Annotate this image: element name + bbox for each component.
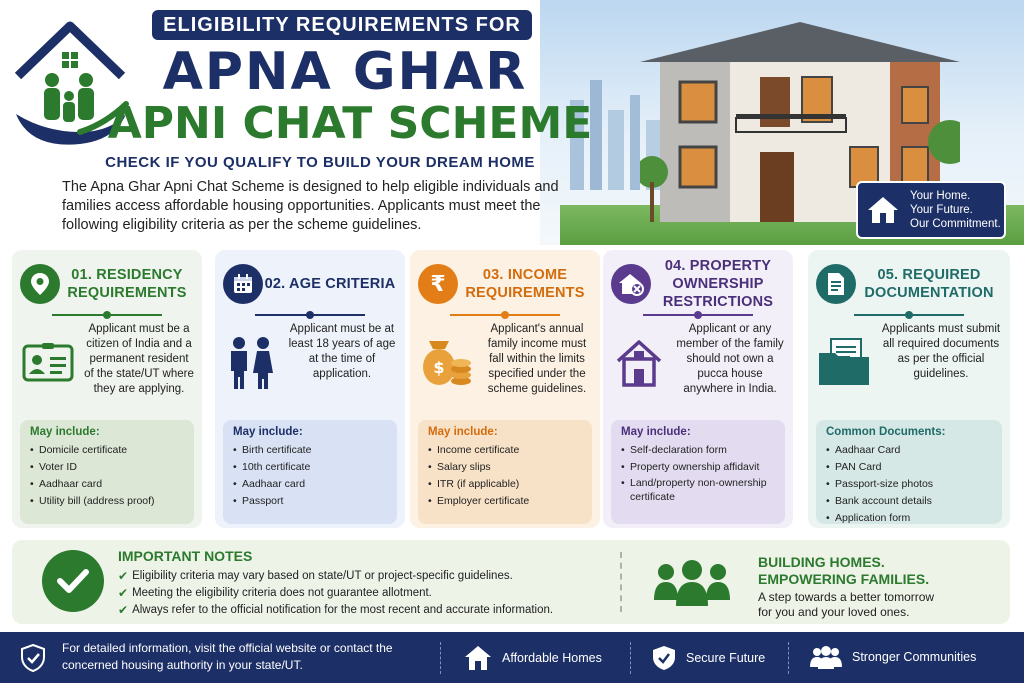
card-title: 01. RESIDENCY REQUIREMENTS [67, 267, 187, 301]
list-item: • Bank account details [826, 493, 992, 510]
may-include-title: May include: [428, 426, 498, 438]
tick-icon: ✔ [118, 586, 129, 600]
common-documents-box [816, 420, 1002, 524]
shield-check-icon [20, 644, 46, 672]
card-documentation [808, 250, 1010, 528]
list-item: • Birth certificate [233, 442, 387, 459]
list-item: • Aadhaar Card [826, 442, 992, 459]
card-title: 03. INCOME REQUIREMENTS [465, 267, 585, 301]
footer-item-label: Affordable Homes [502, 651, 602, 665]
badge-line-3: Our Commitment. [910, 218, 1001, 230]
community-icon [810, 645, 842, 669]
tagline: CHECK IF YOU QUALIFY TO BUILD YOUR DREAM HOME [105, 154, 535, 171]
card-residency [12, 250, 202, 528]
card-income [410, 250, 600, 528]
card-description: Applicant or any member of the family should not own a pucca house anywhere in India. [676, 323, 784, 395]
commitment-badge [856, 181, 1006, 239]
building-homes-line2: EMPOWERING FAMILIES. [758, 571, 930, 587]
list-item: • Voter ID [30, 459, 184, 476]
list-item: • Passport-size photos [826, 476, 992, 493]
list-item: • Income certificate [428, 442, 582, 459]
tick-icon: ✔ [118, 569, 129, 583]
list-item: • Self-declaration form [621, 442, 775, 459]
list-item: • Application form [826, 510, 992, 527]
list-item: • Property ownership affidavit [621, 459, 775, 476]
notes-title: IMPORTANT NOTES [118, 548, 253, 564]
footer-info-text: For detailed information, visit the official website or contact the concerned housing authority in your state/UT. [62, 641, 393, 672]
list-item: • Salary slips [428, 459, 582, 476]
note-text: Eligibility criteria may vary based on state/UT or project-specific guidelines. [132, 570, 513, 582]
scheme-title-line1: APNA GHAR [162, 42, 528, 102]
list-item: • Land/property non-ownership certificate [621, 476, 775, 504]
note-item [118, 585, 553, 602]
badge-line-1: Your Home. [910, 190, 971, 202]
list-item: • ITR (if applicable) [428, 476, 582, 493]
card-description: Applicants must submit all required documents as per the official guidelines. [881, 323, 1001, 380]
id-card-icon [20, 332, 76, 392]
card-title: 02. AGE CRITERIA [264, 276, 396, 292]
eligibility-pill-heading: ELIGIBILITY REQUIREMENTS FOR [152, 10, 532, 40]
note-item [118, 602, 553, 619]
checkmark-icon [42, 550, 104, 612]
note-text: Always refer to the official notification for the most recent and accurate information. [132, 604, 554, 616]
building-homes-subtext [758, 590, 934, 620]
card-title: 05. REQUIRED DOCUMENTATION [864, 267, 994, 301]
footer-item-label: Secure Future [686, 651, 766, 665]
note-text: Meeting the eligibility criteria does not guarantee allotment. [132, 587, 432, 599]
card-age [215, 250, 405, 528]
footer-divider [440, 642, 441, 674]
card-title: 04. PROPERTY OWNERSHIP RESTRICTIONS [662, 258, 774, 310]
list-item: • Domicile certificate [30, 442, 184, 459]
notes-divider [620, 552, 622, 612]
shield-check-icon [652, 645, 676, 671]
may-include-title: May include: [30, 426, 100, 438]
folder-icon [816, 332, 872, 392]
house-outline-icon [611, 332, 667, 392]
card-divider [854, 314, 964, 316]
list-item: • Passport [233, 493, 387, 510]
may-include-title: May include: [233, 426, 303, 438]
scheme-title-line2: APNI CHAT SCHEME [107, 98, 593, 149]
house-icon [464, 645, 492, 671]
footer-divider [788, 642, 789, 674]
money-bag-icon [418, 332, 474, 392]
footer-item-affordable-homes [464, 645, 602, 671]
card-description: Applicant must be at least 18 years of age at the time of application. [288, 323, 396, 380]
house-cross-icon [611, 264, 651, 304]
card-divider [450, 314, 560, 316]
footer-item-label: Stronger Communities [852, 650, 977, 664]
list-item: • PAN Card [826, 459, 992, 476]
footer-divider [630, 642, 631, 674]
intro-paragraph: The Apna Ghar Apni Chat Scheme is designed to help eligible individuals and families access affordable housing opportunities. Applicants must meet the following eligibility criteria as per the scheme guidelines. [62, 179, 559, 233]
building-homes-heading [758, 554, 929, 588]
list-item: • Aadhaar card [233, 476, 387, 493]
list-item: • Utility bill (address proof) [30, 493, 184, 510]
adults-icon [223, 332, 279, 392]
building-sub-line2: for you and your loved ones. [758, 605, 910, 619]
house-icon [866, 195, 900, 225]
rupee-icon: ₹ [418, 264, 458, 304]
card-divider [643, 314, 753, 316]
card-description: Applicant must be a citizen of India and a permanent resident of the state/UT where they are applying. [84, 323, 194, 395]
may-include-box [611, 420, 785, 524]
may-include-box [20, 420, 194, 524]
important-notes-panel [12, 540, 1010, 624]
card-divider [255, 314, 365, 316]
badge-line-2: Your Future. [910, 204, 973, 216]
footer-bar [0, 632, 1024, 683]
card-divider [52, 314, 162, 316]
may-include-title: May include: [621, 426, 691, 438]
list-item: • Aadhaar card [30, 476, 184, 493]
may-include-box [223, 420, 397, 524]
note-item [118, 568, 553, 585]
building-sub-line1: A step towards a better tomorrow [758, 590, 935, 604]
may-include-box [418, 420, 592, 524]
calendar-icon [223, 264, 263, 304]
list-item: • Employer certificate [428, 493, 582, 510]
card-property [603, 250, 793, 528]
building-homes-line1: BUILDING HOMES. [758, 554, 885, 570]
footer-item-secure-future [652, 645, 765, 671]
tick-icon: ✔ [118, 603, 129, 617]
svg-text:$: $ [433, 358, 445, 377]
location-pin-icon [20, 264, 60, 304]
card-description: Applicant's annual family income must fall within the limits specified under the scheme guidelines. [487, 323, 587, 395]
common-documents-title: Common Documents: [826, 426, 946, 438]
footer-item-stronger-communities [810, 645, 976, 669]
community-people-icon [652, 558, 732, 608]
document-icon [816, 264, 856, 304]
list-item: • 10th certificate [233, 459, 387, 476]
